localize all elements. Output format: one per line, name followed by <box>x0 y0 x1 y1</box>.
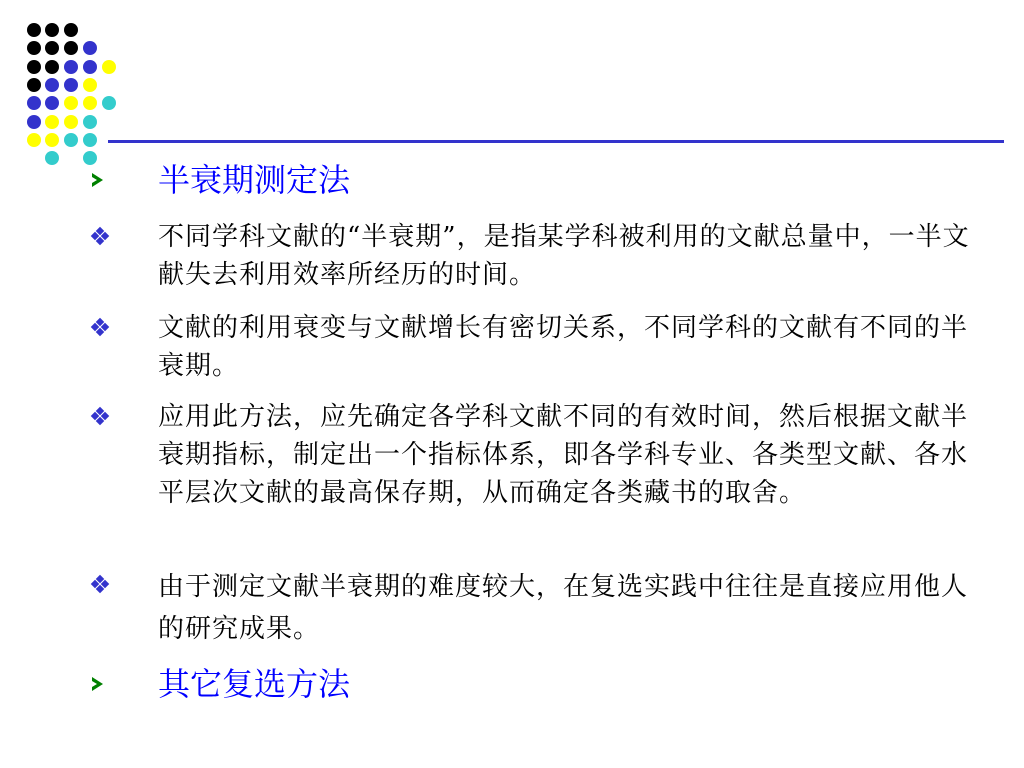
decorative-dot <box>27 60 41 74</box>
decorative-dot <box>64 23 78 37</box>
decorative-dot <box>45 23 59 37</box>
title-divider-line <box>108 140 1004 143</box>
bullet-text: 应用此方法，应先确定各学科文献不同的有效时间，然后根据文献半衰期指标，制定出一个指标体系，即各学科专业、各类型文献、各水平层次文献的最高保存期，从而确定各类藏书的取舍。 <box>158 402 969 508</box>
decorative-dot <box>64 115 78 129</box>
decorative-dot <box>102 60 116 74</box>
diamond-bullet-icon <box>88 218 158 254</box>
decorative-dot <box>45 133 59 147</box>
decorative-dot <box>64 133 78 147</box>
decorative-dot <box>45 115 59 129</box>
bullet-item <box>88 309 978 385</box>
decorative-dot <box>45 96 59 110</box>
bullet-item <box>88 398 978 512</box>
diamond-bullet-icon <box>88 309 158 345</box>
bullet-item <box>88 218 978 294</box>
heading-other-methods <box>88 664 350 704</box>
bullet-text: 文献的利用衰变与文献增长有密切关系，不同学科的文献有不同的半衰期。 <box>158 313 969 381</box>
bullet-text: 由于测定文献半衰期的难度较大，在复选实践中往往是直接应用他人的研究成果。 <box>158 572 969 644</box>
decorative-dot <box>27 96 41 110</box>
diamond-bullet-icon <box>88 398 158 434</box>
arrow-bullet-icon <box>88 664 158 704</box>
decorative-dot <box>45 60 59 74</box>
decorative-dot <box>83 60 97 74</box>
decorative-dot <box>27 115 41 129</box>
decorative-dot <box>64 41 78 55</box>
decorative-dot <box>83 115 97 129</box>
arrow-bullet-icon <box>88 160 158 200</box>
decorative-dot <box>102 96 116 110</box>
decorative-dot <box>83 41 97 55</box>
decorative-dot <box>27 41 41 55</box>
decorative-dot <box>83 96 97 110</box>
heading-text: 半衰期测定法 <box>158 161 351 199</box>
decorative-dot <box>64 78 78 92</box>
bullet-item <box>88 566 978 650</box>
decorative-dot-grid <box>0 0 130 175</box>
heading-half-life-method <box>88 160 350 200</box>
decorative-dot <box>45 41 59 55</box>
heading-text: 其它复选方法 <box>158 665 351 703</box>
decorative-dot <box>64 96 78 110</box>
decorative-dot <box>45 151 59 165</box>
diamond-bullet-icon <box>88 566 158 602</box>
decorative-dot <box>45 78 59 92</box>
decorative-dot <box>83 133 97 147</box>
decorative-dot <box>27 78 41 92</box>
bullet-text: 不同学科文献的“半衰期”，是指某学科被利用的文献总量中，一半文献失去利用效率所经历的时间。 <box>158 222 970 290</box>
decorative-dot <box>27 23 41 37</box>
decorative-dot <box>83 78 97 92</box>
decorative-dot <box>27 133 41 147</box>
decorative-dot <box>64 60 78 74</box>
